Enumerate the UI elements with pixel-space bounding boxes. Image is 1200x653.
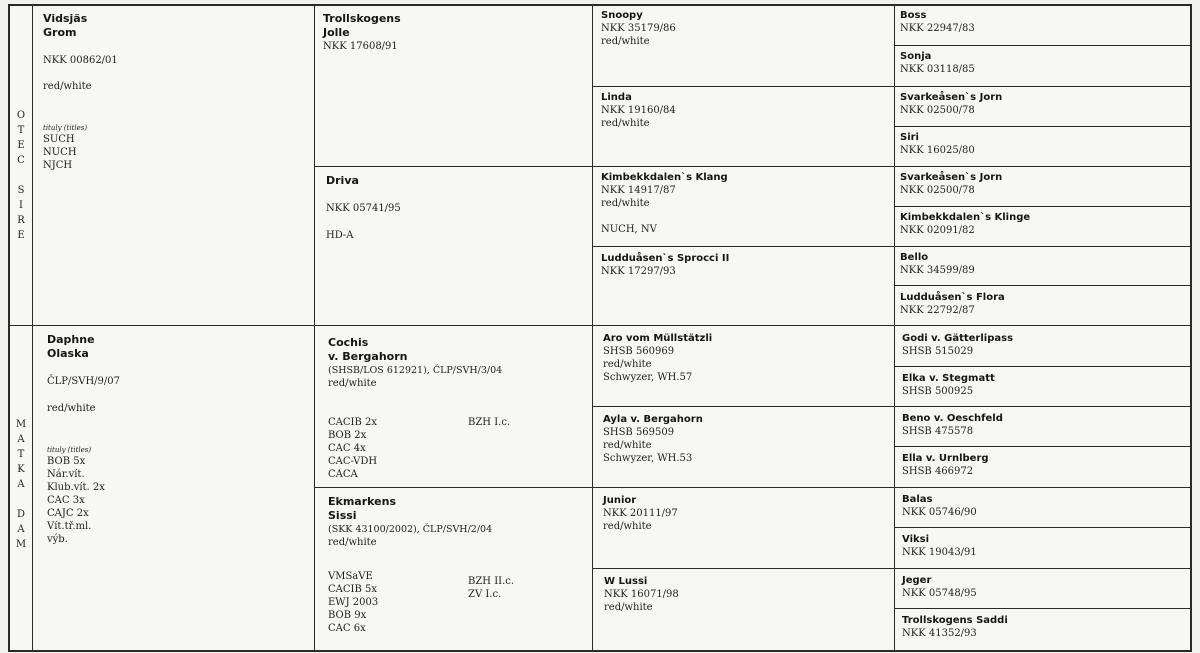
gen3-name: Junior xyxy=(603,495,637,506)
gen4-ancestor-cell xyxy=(902,373,995,398)
dam-dam-cell xyxy=(328,495,588,635)
sire-name-line1: Vidsjäs xyxy=(43,12,88,25)
gen4-ancestor-cell xyxy=(900,252,975,277)
gen3-ancestor-cell xyxy=(601,253,729,278)
dam-sire-title: CACIB 2x xyxy=(328,417,378,428)
dam-dam-title: EWJ 2003 xyxy=(328,597,379,608)
divider-gen4-f xyxy=(894,246,1190,247)
sire-dam-extra: HD-A xyxy=(326,230,354,241)
gen3-reg: NKK 19160/84 xyxy=(601,105,676,116)
gen4-name: Trollskogens Saddi xyxy=(902,615,1008,626)
gen3-reg: NKK 17297/93 xyxy=(601,266,676,277)
divider-gen1 xyxy=(314,6,315,650)
gen3-line: Schwyzer, WH.57 xyxy=(603,372,693,383)
gen3-line: red/white xyxy=(601,198,650,209)
dam-dam-title-right: ZV I.c. xyxy=(468,589,502,600)
divider-gen4-i xyxy=(894,406,1190,407)
gen3-name: Kimbekkdalen`s Klang xyxy=(601,172,728,183)
sire-sire-name-line1: Trollskogens xyxy=(323,12,401,25)
gen4-reg: SHSB 466972 xyxy=(902,466,974,477)
gen4-reg: NKK 02500/78 xyxy=(900,185,975,196)
gen4-name: Godi v. Gätterlipass xyxy=(902,333,1014,344)
gen3-reg: NKK 35179/86 xyxy=(601,23,676,34)
sire-sire-name-line2: Jolle xyxy=(323,26,350,39)
gen4-name: Boss xyxy=(900,10,927,21)
dam-dam-color: red/white xyxy=(328,537,377,548)
gen3-reg: SHSB 560969 xyxy=(603,346,675,357)
gen4-name: Sonja xyxy=(900,51,932,62)
gen3-reg: NKK 20111/97 xyxy=(603,508,678,519)
gen4-ancestor-cell xyxy=(902,333,1013,358)
gen4-ancestor-cell xyxy=(902,534,977,559)
gen4-reg: NKK 02500/78 xyxy=(900,105,975,116)
gen3-name: Ayla v. Bergahorn xyxy=(603,414,703,425)
dam-color: red/white xyxy=(47,403,96,414)
dam-title: Vít.tř.ml. xyxy=(47,521,92,532)
gen3-ancestor-cell xyxy=(603,495,678,533)
dam-dam-title: BOB 9x xyxy=(328,610,367,621)
gen4-ancestor-cell xyxy=(900,92,1002,117)
sire-cell xyxy=(43,12,303,172)
sire-title: NJCH xyxy=(43,160,73,171)
dam-reg: ČLP/SVH/9/07 xyxy=(47,376,121,387)
divider-gen4-j xyxy=(894,446,1190,447)
dam-title: CAC 3x xyxy=(47,495,85,506)
gen3-line: red/white xyxy=(604,602,653,613)
sire-side-label: O T E C S I R E xyxy=(16,110,26,241)
gen4-name: Jeger xyxy=(902,575,932,586)
gen4-name: Viksi xyxy=(902,534,930,545)
gen4-name: Kimbekkdalen`s Klinge xyxy=(900,212,1031,223)
divider-gen4-e xyxy=(894,206,1190,207)
sire-sire-cell xyxy=(323,12,583,53)
gen4-reg: SHSB 475578 xyxy=(902,426,974,437)
gen4-name: Svarkeåsen`s Jorn xyxy=(900,172,1003,183)
gen4-reg: NKK 34599/89 xyxy=(900,265,975,276)
dam-dam-title: CACIB 5x xyxy=(328,584,378,595)
gen3-reg: SHSB 569509 xyxy=(603,427,675,438)
gen3-name: Linda xyxy=(601,92,632,103)
gen3-line: red/white xyxy=(603,440,652,451)
sire-title: NUCH xyxy=(43,147,77,158)
divider-gen4-b xyxy=(894,86,1190,87)
dam-sire-color: red/white xyxy=(328,378,377,389)
dam-sire-title: CAC-VDH xyxy=(328,456,378,467)
gen3-line: red/white xyxy=(603,359,652,370)
divider-gen3 xyxy=(894,6,895,650)
divider-side xyxy=(32,6,33,650)
gen3-ancestor-cell xyxy=(601,92,676,130)
gen3-line: red/white xyxy=(601,118,650,129)
gen4-reg: NKK 05748/95 xyxy=(902,588,977,599)
dam-dam-title-right: BZH II.c. xyxy=(468,576,515,587)
gen4-ancestor-cell xyxy=(900,51,975,76)
divider-sire-dam xyxy=(10,325,1190,326)
gen3-ancestor-cell xyxy=(603,414,703,465)
sire-dam-cell xyxy=(326,174,586,242)
gen3-ancestor-cell xyxy=(601,10,676,48)
divider-gen2 xyxy=(592,6,593,650)
gen3-name: W Lussi xyxy=(604,576,648,587)
gen4-reg: NKK 03118/85 xyxy=(900,64,975,75)
divider-gen3-1 xyxy=(592,86,895,87)
gen4-name: Beno v. Oeschfeld xyxy=(902,413,1003,424)
gen4-ancestor-cell xyxy=(902,413,1003,438)
gen4-name: Ella v. Urnlberg xyxy=(902,453,989,464)
gen3-name: Aro vom Müllstätzli xyxy=(603,333,713,344)
divider-gen4-l xyxy=(894,527,1190,528)
dam-dam-name-line2: Sissi xyxy=(328,509,357,522)
dam-dam-reg: (SKK 43100/2002), ČLP/SVH/2/04 xyxy=(328,524,493,535)
gen4-name: Ludduåsen`s Flora xyxy=(900,292,1005,303)
dam-title: Klub.vít. 2x xyxy=(47,482,105,493)
gen4-ancestor-cell xyxy=(900,212,1030,237)
gen3-ancestor-cell xyxy=(604,576,679,614)
gen4-name: Svarkeåsen`s Jorn xyxy=(900,92,1003,103)
gen4-ancestor-cell xyxy=(900,10,975,35)
gen3-ancestor-cell xyxy=(603,333,712,384)
dam-name-line1: Daphne xyxy=(47,333,95,346)
gen4-name: Siri xyxy=(900,132,919,143)
divider-gen3-3 xyxy=(592,246,895,247)
gen4-ancestor-cell xyxy=(902,494,977,519)
divider-gen3-2 xyxy=(592,166,895,167)
gen4-reg: NKK 05746/90 xyxy=(902,507,977,518)
gen3-ancestor-cell xyxy=(601,172,728,236)
divider-gen4-m xyxy=(894,568,1190,569)
pedigree-sheet xyxy=(8,4,1192,652)
gen3-line: red/white xyxy=(603,521,652,532)
sire-titles-label: tituly (titles) xyxy=(43,124,88,132)
dam-sire-title-right: BZH I.c. xyxy=(468,417,511,428)
divider-gen2-dam xyxy=(314,487,593,488)
gen4-ancestor-cell xyxy=(900,132,975,157)
divider-gen4-d xyxy=(894,166,1190,167)
gen4-reg: NKK 22947/83 xyxy=(900,23,975,34)
dam-sire-name-line1: Cochis xyxy=(328,336,369,349)
gen3-line: red/white xyxy=(601,36,650,47)
dam-cell xyxy=(47,333,307,546)
dam-dam-name-line1: Ekmarkens xyxy=(328,495,396,508)
dam-titles-label: tituly (titles) xyxy=(47,446,92,454)
sire-name-line2: Grom xyxy=(43,26,77,39)
gen3-name: Ludduåsen`s Sprocci II xyxy=(601,253,730,264)
divider-gen4-a xyxy=(894,45,1190,46)
divider-gen4-n xyxy=(894,608,1190,609)
sire-dam-reg: NKK 05741/95 xyxy=(326,203,401,214)
gen4-reg: NKK 22792/87 xyxy=(900,305,975,316)
dam-sire-reg: (SHSB/LOS 612921), ČLP/SVH/3/04 xyxy=(328,365,503,376)
gen4-reg: NKK 41352/93 xyxy=(902,628,977,639)
dam-sire-cell xyxy=(328,336,588,481)
divider-gen4-k xyxy=(894,487,1190,488)
divider-gen3-5 xyxy=(592,406,895,407)
dam-dam-title: CAC 6x xyxy=(328,623,366,634)
dam-sire-title: BOB 2x xyxy=(328,430,367,441)
gen4-reg: NKK 16025/80 xyxy=(900,145,975,156)
dam-title: CAJC 2x xyxy=(47,508,89,519)
dam-title: BOB 5x xyxy=(47,456,86,467)
divider-gen4-h xyxy=(894,366,1190,367)
sire-sire-reg: NKK 17608/91 xyxy=(323,41,398,52)
gen4-name: Elka v. Stegmatt xyxy=(902,373,995,384)
gen4-ancestor-cell xyxy=(902,575,977,600)
divider-gen2-sire xyxy=(314,166,593,167)
dam-sire-title: CACA xyxy=(328,469,358,480)
gen4-name: Balas xyxy=(902,494,933,505)
dam-title: výb. xyxy=(47,534,68,545)
divider-gen4-g xyxy=(894,285,1190,286)
dam-dam-title: VMSaVE xyxy=(328,571,373,582)
gen3-reg: NKK 16071/98 xyxy=(604,589,679,600)
dam-sire-name-line2: v. Bergahorn xyxy=(328,350,408,363)
dam-side-label: M A T K A D A M xyxy=(15,419,27,550)
divider-gen3-7 xyxy=(592,568,895,569)
dam-name-line2: Olaska xyxy=(47,347,89,360)
gen4-reg: NKK 19043/91 xyxy=(902,547,977,558)
gen4-ancestor-cell xyxy=(902,453,989,478)
gen3-line: Schwyzer, WH.53 xyxy=(603,453,693,464)
dam-title: Nár.vít. xyxy=(47,469,85,480)
gen3-reg: NKK 14917/87 xyxy=(601,185,676,196)
dam-sire-title: CAC 4x xyxy=(328,443,366,454)
gen3-line: NUCH, NV xyxy=(601,224,657,235)
gen4-ancestor-cell xyxy=(900,172,1002,197)
gen4-reg: SHSB 515029 xyxy=(902,346,974,357)
gen4-ancestor-cell xyxy=(900,292,1005,317)
gen4-ancestor-cell xyxy=(902,615,1008,640)
gen3-name: Snoopy xyxy=(601,10,643,21)
sire-dam-name: Driva xyxy=(326,174,359,187)
sire-color: red/white xyxy=(43,81,92,92)
divider-gen3-6 xyxy=(592,487,895,488)
gen4-name: Bello xyxy=(900,252,929,263)
gen4-reg: NKK 02091/82 xyxy=(900,225,975,236)
sire-reg: NKK 00862/01 xyxy=(43,55,118,66)
divider-gen4-c xyxy=(894,126,1190,127)
sire-title: SUCH xyxy=(43,134,75,145)
gen4-reg: SHSB 500925 xyxy=(902,386,974,397)
